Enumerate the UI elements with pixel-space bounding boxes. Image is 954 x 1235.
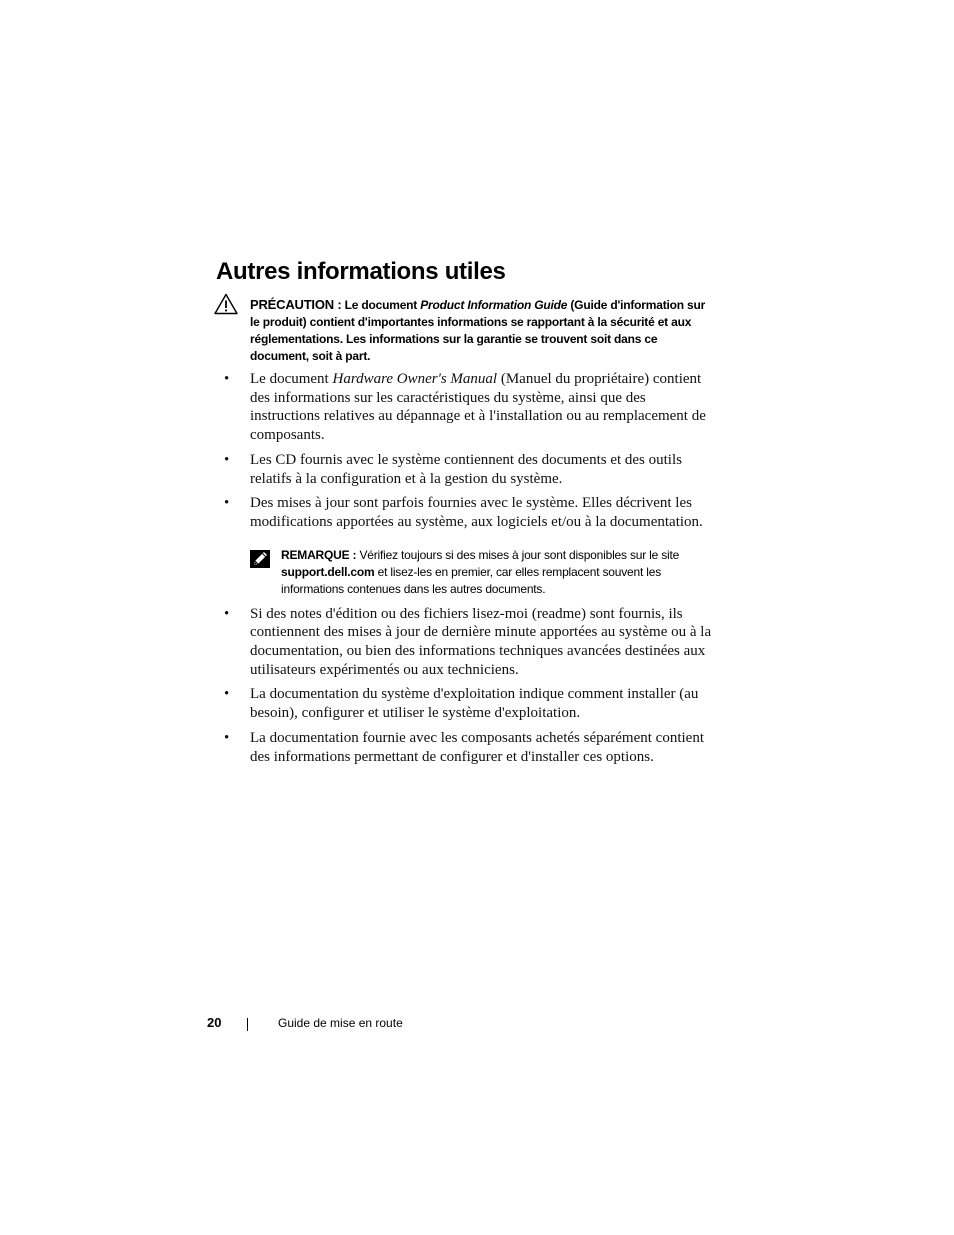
page-number: 20 xyxy=(207,1015,222,1030)
note-pencil-icon xyxy=(250,550,270,568)
note-text-before: Vérifiez toujours si des mises à jour sont disponibles sur le site xyxy=(356,547,680,562)
list-item-text-before: Le document xyxy=(250,371,333,387)
list-item xyxy=(222,451,722,488)
list-item xyxy=(222,494,722,598)
footer-divider xyxy=(247,1018,248,1031)
list-item-text-after: (Manuel du propriétaire) contient des informations sur les caractéristiques du système, ainsi que des instructions relatives au dépannage et à l'installation ou au remplacement de composants. xyxy=(250,371,706,444)
bullet-icon: • xyxy=(224,451,230,468)
bullet-icon: • xyxy=(224,686,230,703)
section-title: Autres informations utiles xyxy=(216,258,506,285)
list-item-text: Des mises à jour sont parfois fournies avec le système. Elles décrivent les modifications apportées au système, aux logiciels et/ou à la documentation. xyxy=(250,495,703,530)
list-item xyxy=(222,685,722,722)
list-item-text xyxy=(250,370,712,445)
note-text xyxy=(281,547,721,598)
bullet-icon: • xyxy=(224,605,230,622)
note-notice xyxy=(250,547,722,599)
footer-document-title: Guide de mise en route xyxy=(278,1016,403,1030)
caution-text xyxy=(250,296,710,365)
list-item-text: Si des notes d'édition ou des fichiers lisez-moi (readme) sont fournis, ils contiennent des mises à jour de dernière minute apportées au système ou à la documentation, ou bien des informations techniques avancées destinées aux utilisateurs expérimentés ou aux techniciens. xyxy=(250,605,712,678)
list-item xyxy=(222,729,722,766)
caution-doc-title: Product Information Guide xyxy=(420,298,568,312)
list-item-text: La documentation fournie avec les composants achetés séparément contient des informations permettant de configurer et d'installer ces options. xyxy=(250,729,704,765)
list-item xyxy=(222,605,722,680)
manual-title: Hardware Owner's Manual xyxy=(332,371,498,387)
caution-text-before: Le document xyxy=(341,298,421,312)
warning-triangle-icon xyxy=(214,293,238,315)
list-item-text: La documentation du système d'exploitation indique comment installer (au besoin), configurer et utiliser le système d'exploitation. xyxy=(250,686,699,722)
bullet-icon: • xyxy=(224,371,230,387)
caution-text-after: (Guide d'information sur le produit) contient d'importantes informations se rapportant à la sécurité et aux réglementations. Les informations sur la garantie se trouvent soit dans ce document, soit à part. xyxy=(250,298,706,363)
list-item xyxy=(222,370,722,445)
list-item-text: Les CD fournis avec le système contiennent des documents et des outils relatifs à la configuration et à la gestion du système. xyxy=(250,451,682,487)
note-label: REMARQUE : xyxy=(281,547,357,562)
support-link[interactable]: support.dell.com xyxy=(281,564,375,579)
bullet-icon: • xyxy=(224,729,230,746)
note-text-after: et lisez-les en premier, car elles remplacent souvent les informations contenues dans les autres documents. xyxy=(281,564,662,596)
caution-label: PRÉCAUTION : xyxy=(250,297,342,312)
info-bullet-list xyxy=(222,370,722,772)
bullet-icon: • xyxy=(224,495,230,512)
